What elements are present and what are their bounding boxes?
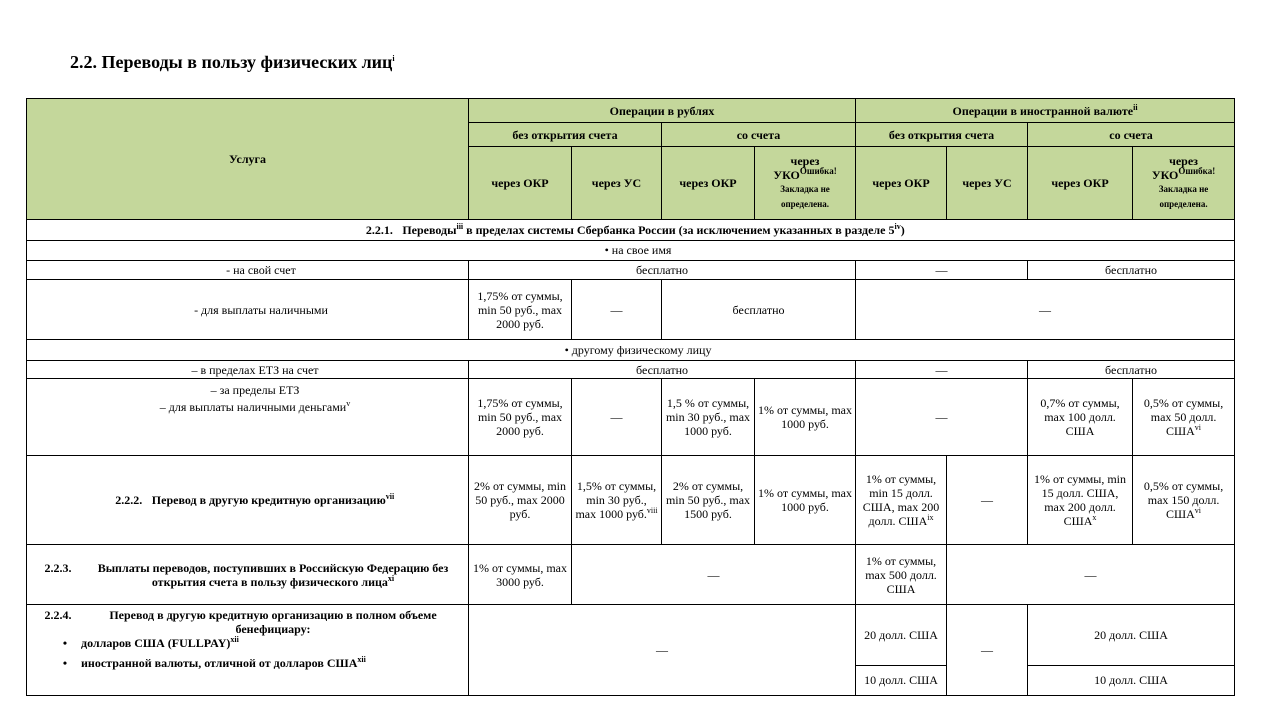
header-fx-acc-uko: через $УКО^{Ошибка!}$ Закладка не определена.	[1133, 147, 1235, 219]
s223-fx-okr: 1% от суммы, max 500 долл. США	[856, 545, 947, 605]
section-2-2-3: 2.2.3. Выплаты переводов, поступивших в Российскую Федерацию без открытия счета в пользу физического лица$^{xi}$	[27, 545, 469, 605]
section-2-2-4: 2.2.4. Перевод в другую кредитную организацию в полном объеме бенефициару: • долларов США (FULLPAY)$^{xii}$ • иностранной валюты, отличной от долларов США$^{xii}$	[27, 605, 469, 696]
beyond-fx-okr: 0,7% от суммы, max 100 долл. США	[1028, 379, 1133, 455]
s222-fx-us: —	[947, 455, 1028, 544]
s224-other-okr: 10 долл. США	[856, 665, 947, 695]
etz-fx-nofx: —	[856, 361, 1028, 379]
beyond-fx-nofx: —	[856, 379, 1028, 455]
row-cash-payout: - для выплаты наличными	[27, 279, 469, 339]
s222-okr: 2% от суммы, min 50 руб., max 2000 руб.	[469, 455, 572, 544]
section-2-2-2: 2.2.2. Перевод в другую кредитную организацию$^{vii}$	[27, 455, 469, 544]
header-service: Услуга	[27, 99, 469, 220]
header-rub-us: через УС	[572, 147, 662, 219]
s222-fx-acc-okr: 1% от суммы, min 15 долл. США, max 200 долл. США$^x$	[1028, 455, 1133, 544]
beyond-fx-uko: 0,5% от суммы, max 50 долл. США$^{vi}$	[1133, 379, 1235, 455]
header-fx-acc-okr: через ОКР	[1028, 147, 1133, 219]
own-account-fx-nofx: —	[856, 260, 1028, 279]
header-fx-us: через УС	[947, 147, 1028, 219]
header-fx-ops: Операции в иностранной валюте$^{ii}$	[856, 99, 1235, 123]
header-rub-from-account: со счета	[662, 123, 856, 147]
etz-fx-acc: бесплатно	[1028, 361, 1235, 379]
cash-account: бесплатно	[662, 279, 856, 339]
row-etz-account: – в пределах ЕТЗ на счет	[27, 361, 469, 379]
header-fx-okr: через ОКР	[856, 147, 947, 219]
etz-rub: бесплатно	[469, 361, 856, 379]
header-fx-from-account: со счета	[1028, 123, 1235, 147]
row-other-person: • другому физическому лицу	[27, 340, 1235, 361]
header-rub-okr: через ОКР	[469, 147, 572, 219]
beyond-acc-uko: 1% от суммы, max 1000 руб.	[755, 379, 856, 455]
s223-okr: 1% от суммы, max 3000 руб.	[469, 545, 572, 605]
own-account-fx-acc: бесплатно	[1028, 260, 1235, 279]
header-rub-acc-okr: через ОКР	[662, 147, 755, 219]
cash-us: —	[572, 279, 662, 339]
header-rub-no-account: без открытия счета	[469, 123, 662, 147]
header-fx-no-account: без открытия счета	[856, 123, 1028, 147]
row-own-account: - на свой счет	[27, 260, 469, 279]
s223-fx-rest: —	[947, 545, 1235, 605]
page-title: 2.2. Переводы в пользу физических лиц$^i$	[70, 52, 395, 72]
header-rub-acc-uko: через $УКО^{Ошибка!}$ Закладка не определена.	[755, 147, 856, 219]
s222-fx-acc-uko: 0,5% от суммы, max 150 долл. США$^{vi}$	[1133, 455, 1235, 544]
s222-us: 1,5% от суммы, min 30 руб., max 1000 руб.$^{viii}$	[572, 455, 662, 544]
beyond-okr: 1,75% от суммы, min 50 руб., max 2000 руб.	[469, 379, 572, 455]
beyond-us: —	[572, 379, 662, 455]
s222-acc-uko: 1% от суммы, max 1000 руб.	[755, 455, 856, 544]
s224-usd-okr: 20 долл. США	[856, 605, 947, 665]
section-2-2-1: 2.2.1. Переводы$^{iii}$ в пределах системы Сбербанка России (за исключением указанных в разделе 5$^{iv}$)	[27, 219, 1235, 240]
row-own-name: • на свое имя	[27, 240, 1235, 260]
s224-rub: —	[469, 605, 856, 696]
s224-us: —	[947, 605, 1028, 696]
beyond-acc-okr: 1,5 % от суммы, min 30 руб., max 1000 руб.	[662, 379, 755, 455]
cash-fx: —	[856, 279, 1235, 339]
s222-acc-okr: 2% от суммы, min 50 руб., max 1500 руб.	[662, 455, 755, 544]
tariff-table	[26, 98, 1235, 696]
s222-fx-okr: 1% от суммы, min 15 долл. США, max 200 долл. США$^{ix}$	[856, 455, 947, 544]
header-rub-ops: Операции в рублях	[469, 99, 856, 123]
s223-rest-rub: —	[572, 545, 856, 605]
s224-other-acc: 10 долл. США	[1028, 665, 1235, 695]
own-account-rub: бесплатно	[469, 260, 856, 279]
s224-usd-acc: 20 долл. США	[1028, 605, 1235, 665]
cash-okr: 1,75% от суммы, min 50 руб., max 2000 руб.	[469, 279, 572, 339]
row-beyond-etz: – за пределы ЕТЗ – для выплаты наличными деньгами$^v$	[27, 379, 469, 455]
